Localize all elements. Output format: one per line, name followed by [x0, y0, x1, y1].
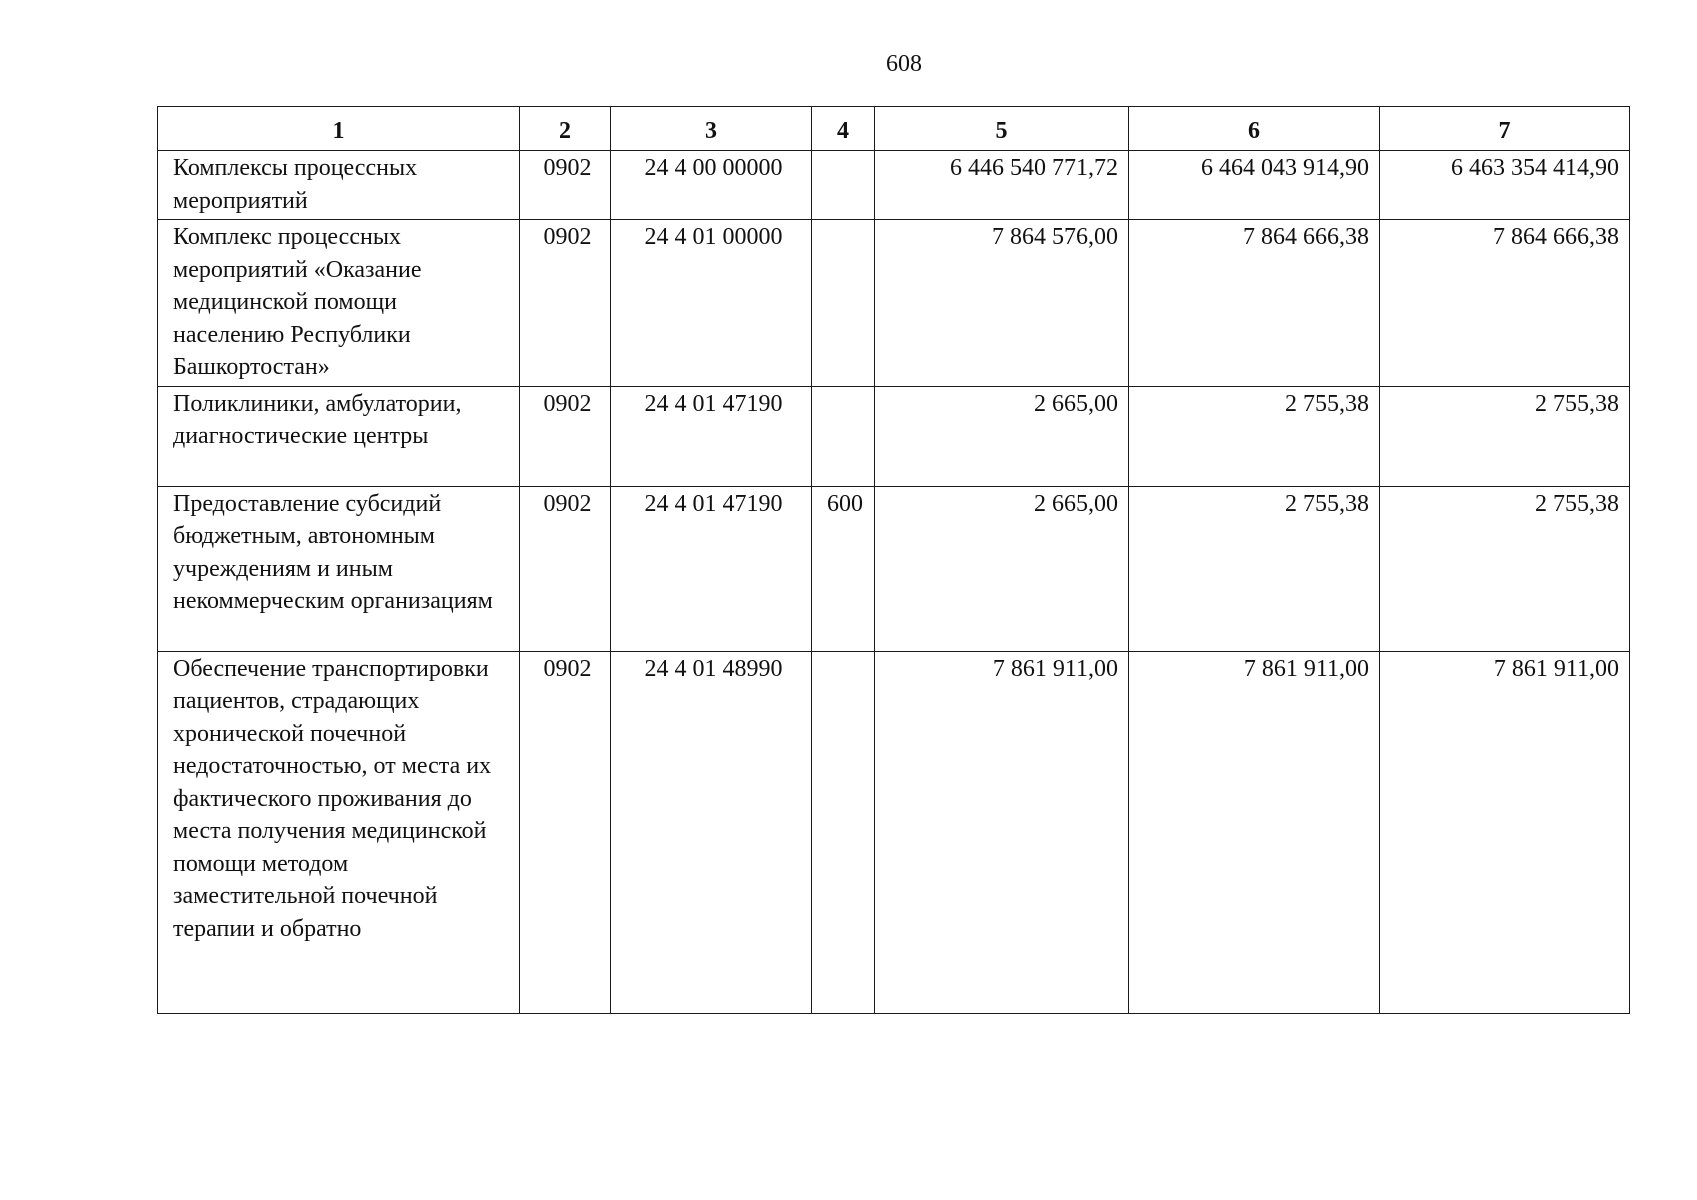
- header-col-1: 1: [158, 107, 520, 151]
- row-name: Комплекс процессных мероприятий «Оказание медицинской помощи населению Республики Башкортостан»: [158, 220, 520, 387]
- row-value-col6: 7 864 666,38: [1129, 220, 1380, 387]
- table-row: [158, 651, 1630, 1013]
- table-row: [158, 151, 1630, 220]
- row-value-col6: 2 755,38: [1129, 486, 1380, 651]
- row-value-col7: 7 861 911,00: [1380, 651, 1630, 1013]
- header-col-4: 4: [812, 107, 875, 151]
- table-row: [158, 486, 1630, 651]
- row-section: 0902: [520, 151, 611, 220]
- header-col-5: 5: [875, 107, 1129, 151]
- row-expense-type: [812, 151, 875, 220]
- row-value-col6: 2 755,38: [1129, 386, 1380, 486]
- table-row: [158, 386, 1630, 486]
- page-number: 608: [886, 51, 922, 77]
- row-section: 0902: [520, 220, 611, 387]
- row-name: Комплексы процессных мероприятий: [158, 151, 520, 220]
- row-section: 0902: [520, 486, 611, 651]
- row-expense-type: [812, 386, 875, 486]
- header-row: [158, 107, 1630, 151]
- row-name: Предоставление субсидий бюджетным, автономным учреждениям и иным некоммерческим организациям: [158, 486, 520, 651]
- row-value-col7: 2 755,38: [1380, 486, 1630, 651]
- row-value-col7: 2 755,38: [1380, 386, 1630, 486]
- row-value-col5: 2 665,00: [875, 386, 1129, 486]
- row-name: Поликлиники, амбулатории, диагностические центры: [158, 386, 520, 486]
- table-row: [158, 220, 1630, 387]
- row-expense-type: 600: [812, 486, 875, 651]
- row-target-code: 24 4 01 47190: [611, 386, 812, 486]
- header-col-6: 6: [1129, 107, 1380, 151]
- row-value-col5: 7 861 911,00: [875, 651, 1129, 1013]
- row-expense-type: [812, 220, 875, 387]
- header-col-2: 2: [520, 107, 611, 151]
- row-target-code: 24 4 01 00000: [611, 220, 812, 387]
- row-value-col5: 7 864 576,00: [875, 220, 1129, 387]
- row-section: 0902: [520, 651, 611, 1013]
- row-target-code: 24 4 00 00000: [611, 151, 812, 220]
- header-col-7: 7: [1380, 107, 1630, 151]
- row-value-col7: 6 463 354 414,90: [1380, 151, 1630, 220]
- row-target-code: 24 4 01 48990: [611, 651, 812, 1013]
- budget-table: [157, 106, 1630, 1014]
- row-section: 0902: [520, 386, 611, 486]
- row-value-col5: 6 446 540 771,72: [875, 151, 1129, 220]
- row-value-col6: 7 861 911,00: [1129, 651, 1380, 1013]
- row-name: Обеспечение транспортировки пациентов, страдающих хронической почечной недостаточностью, от места их фактического проживания до места получения медицинской помощи методом заместительной почечной терапии и обратно: [158, 651, 520, 1013]
- header-col-3: 3: [611, 107, 812, 151]
- row-value-col5: 2 665,00: [875, 486, 1129, 651]
- row-target-code: 24 4 01 47190: [611, 486, 812, 651]
- row-value-col7: 7 864 666,38: [1380, 220, 1630, 387]
- row-expense-type: [812, 651, 875, 1013]
- row-value-col6: 6 464 043 914,90: [1129, 151, 1380, 220]
